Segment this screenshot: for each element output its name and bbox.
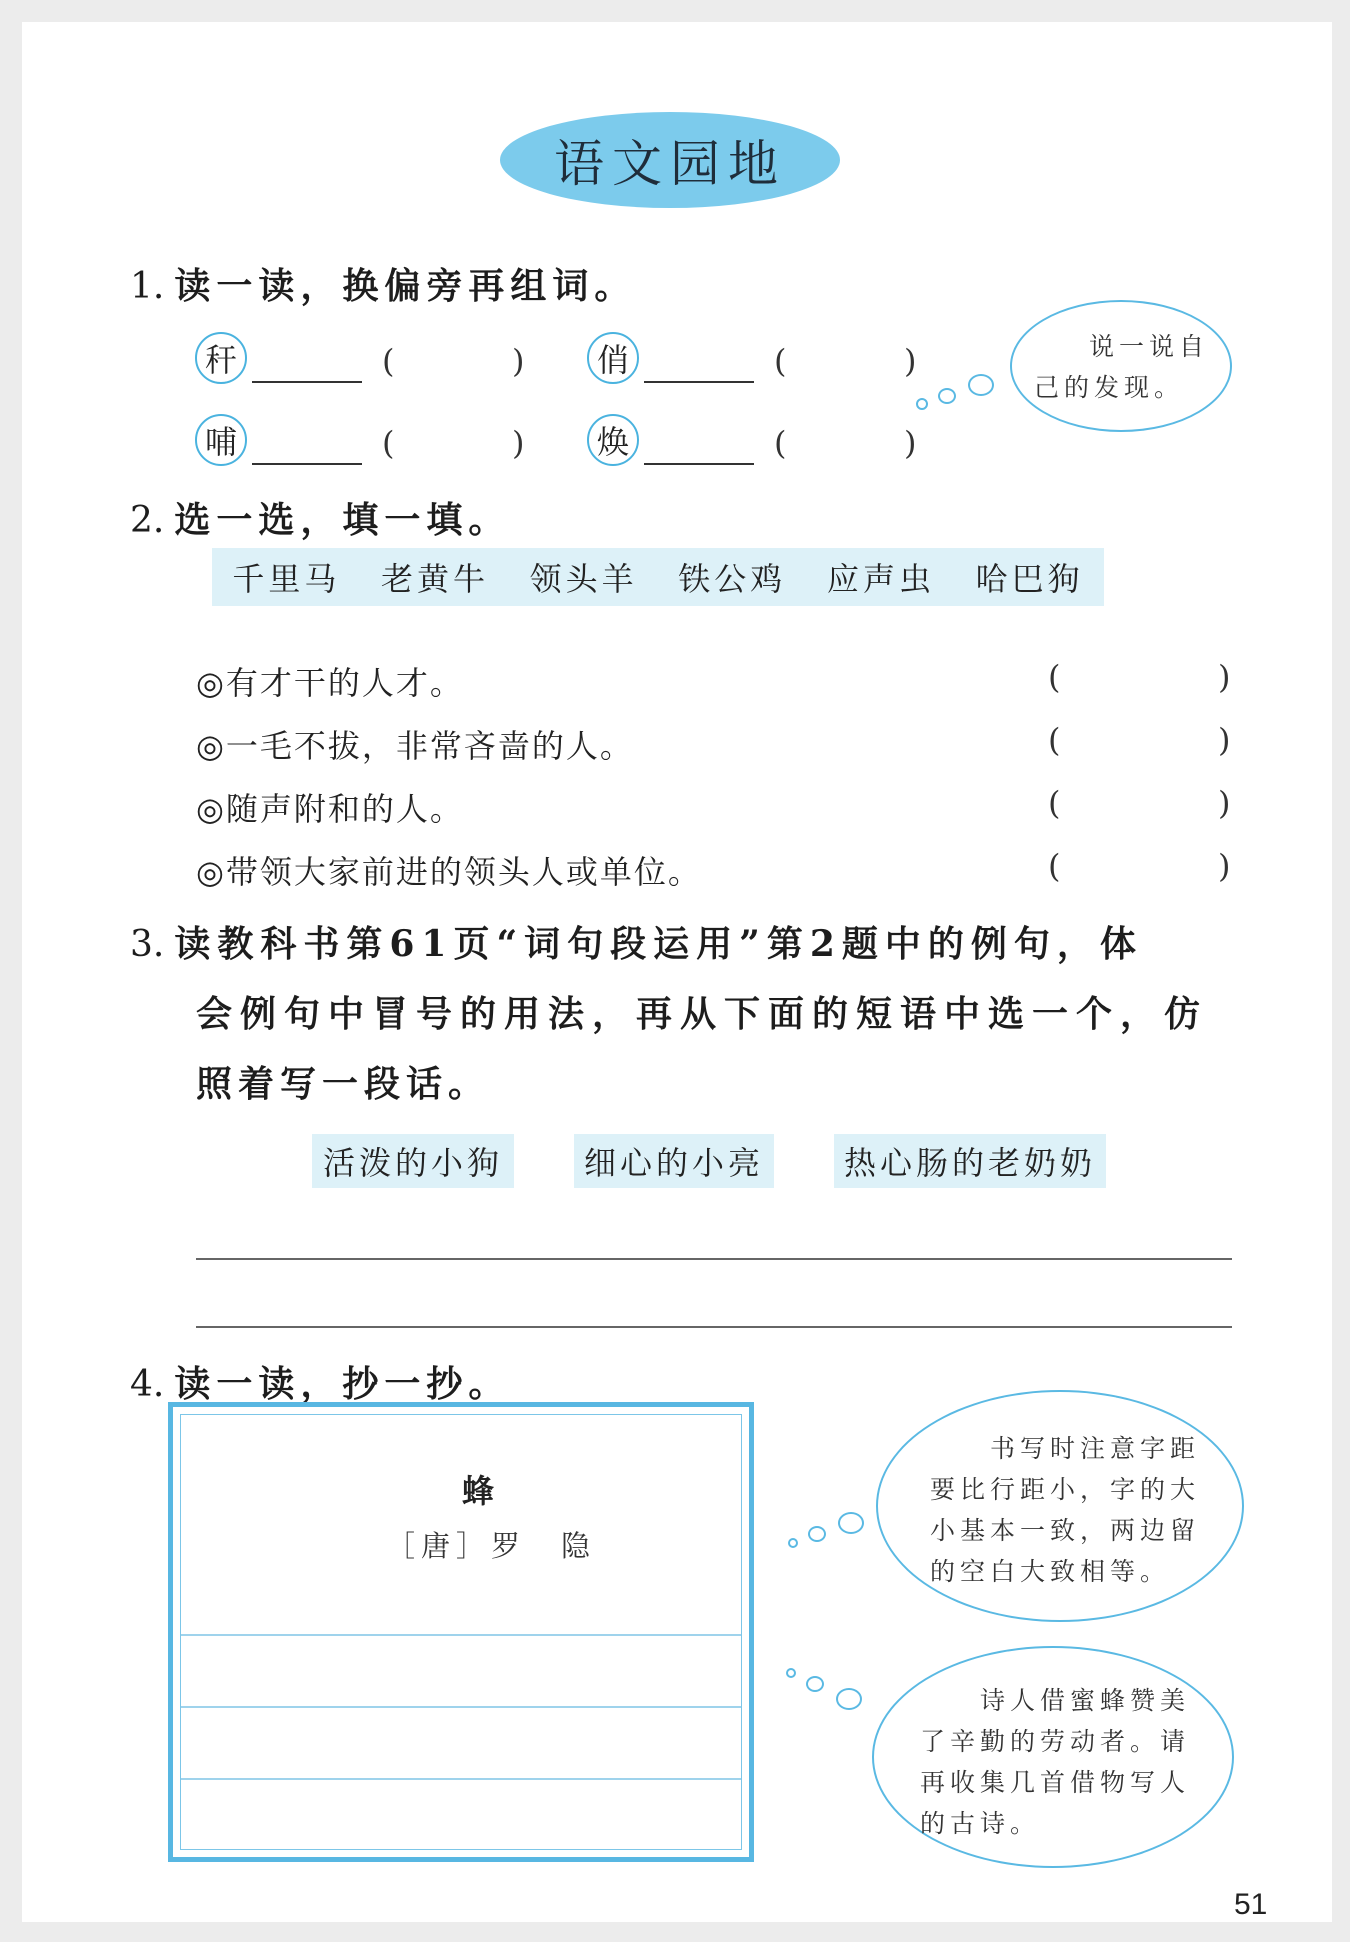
q4-bubble-1-line-1: 书写时注意字距 xyxy=(990,1434,1201,1463)
q1-paren-open-4: ( xyxy=(774,424,787,462)
q1-heading-text: 读一读，换偏旁再组词。 xyxy=(174,265,637,307)
q2-word: 千里马 xyxy=(232,560,341,598)
q1-blank-4[interactable] xyxy=(644,463,754,465)
q3-phrase-2: 细心的小亮 xyxy=(574,1134,774,1188)
q1-heading xyxy=(130,258,636,309)
q3-writing-line-2[interactable] xyxy=(196,1326,1232,1328)
q2-paren-close-2: ) xyxy=(1218,721,1231,759)
q1-bubble-text xyxy=(1034,326,1234,408)
q1-paren-close-3: ) xyxy=(512,424,525,462)
q1-paren-open-1: ( xyxy=(382,342,395,380)
q1-char-1-text: 秆 xyxy=(204,341,237,379)
q2-heading-text: 选一选，填一填。 xyxy=(174,499,511,541)
q2-paren-open-4: ( xyxy=(1048,847,1061,885)
q3-heading-line-1 xyxy=(130,916,1143,967)
q2-item-1: ◎有才干的人才。 xyxy=(196,664,464,702)
q4-bubble-1-line-4: 的空白大致相等。 xyxy=(930,1557,1171,1586)
q1-paren-open-3: ( xyxy=(382,424,395,462)
q2-item-2: ◎一毛不拔，非常吝啬的人。 xyxy=(196,727,634,765)
q2-paren-close-4: ) xyxy=(1218,847,1231,885)
copy-line-3[interactable] xyxy=(181,1778,741,1780)
q2-item-3: ◎随声附和的人。 xyxy=(196,790,464,828)
q1-number: 1. xyxy=(130,266,165,307)
q1-paren-close-4: ) xyxy=(904,424,917,462)
q1-paren-close-2: ) xyxy=(904,342,917,380)
page-number: 51 xyxy=(1234,1888,1268,1921)
q2-paren-open-2: ( xyxy=(1048,721,1061,759)
q1-char-3 xyxy=(195,414,247,466)
q1-char-4-text: 焕 xyxy=(596,423,629,461)
bubble-dot-icon xyxy=(938,388,956,404)
bubble-dot-icon xyxy=(786,1668,796,1678)
q2-paren-open-3: ( xyxy=(1048,784,1061,822)
poem-author: ［唐］罗 隐 xyxy=(386,1529,597,1563)
q1-char-3-text: 哺 xyxy=(204,423,237,461)
q1-bubble-line-2: 己的发现。 xyxy=(1034,373,1185,402)
q4-heading xyxy=(130,1356,510,1407)
q4-bubble-1-line-2: 要比行距小，字的大 xyxy=(930,1475,1201,1504)
q4-bubble-2-line-3: 再收集几首借物写人 xyxy=(920,1768,1191,1797)
page-title-text: 语文园地 xyxy=(554,135,786,193)
q1-blank-3[interactable] xyxy=(252,463,362,465)
q4-bubble-2-line-4: 的古诗。 xyxy=(920,1809,1041,1838)
q2-paren-close-1: ) xyxy=(1218,658,1231,696)
q4-number: 4. xyxy=(130,1364,165,1405)
copy-line-1[interactable] xyxy=(181,1634,741,1636)
q2-paren-close-3: ) xyxy=(1218,784,1231,822)
page-title xyxy=(500,112,840,208)
bubble-dot-icon xyxy=(806,1676,824,1692)
q3-number: 3. xyxy=(130,924,165,965)
poem-frame-inner xyxy=(180,1414,742,1850)
bubble-dot-icon xyxy=(836,1688,862,1710)
q4-bubble-1-line-3: 小基本一致，两边留 xyxy=(930,1516,1201,1545)
q2-word: 应声虫 xyxy=(826,560,935,598)
q2-word: 领头羊 xyxy=(529,560,638,598)
q3-heading-line-2: 会例句中冒号的用法，再从下面的短语中选一个，仿 xyxy=(196,993,1209,1035)
q4-bubble-2-line-2: 了辛勤的劳动者。请 xyxy=(920,1727,1191,1756)
q2-heading xyxy=(130,492,510,543)
q4-bubble-1-text xyxy=(930,1428,1230,1592)
poem-title: 蜂 xyxy=(462,1472,495,1510)
q1-char-2-text: 俏 xyxy=(596,341,629,379)
q3-phrase-3: 热心肠的老奶奶 xyxy=(834,1134,1106,1188)
q3-phrase-1: 活泼的小狗 xyxy=(312,1134,514,1188)
bubble-dot-icon xyxy=(916,398,928,410)
q1-paren-close-1: ) xyxy=(512,342,525,380)
q1-paren-open-2: ( xyxy=(774,342,787,380)
q2-word-bank xyxy=(212,548,1104,606)
q1-char-2 xyxy=(587,332,639,384)
q1-char-1 xyxy=(195,332,247,384)
q2-number: 2. xyxy=(130,500,165,541)
bubble-dot-icon xyxy=(808,1526,826,1542)
q2-word: 哈巴狗 xyxy=(975,560,1084,598)
q3-heading-line-3: 照着写一段话。 xyxy=(196,1063,491,1105)
q1-bubble-line-1: 说一说自 xyxy=(1089,332,1210,361)
q2-word: 铁公鸡 xyxy=(678,560,787,598)
bubble-dot-icon xyxy=(838,1512,864,1534)
q4-heading-text: 读一读，抄一抄。 xyxy=(174,1363,511,1405)
q1-blank-2[interactable] xyxy=(644,381,754,383)
copy-line-2[interactable] xyxy=(181,1706,741,1708)
q3-line-1-text: 读教科书第61页“词句段运用”第2题中的例句，体 xyxy=(174,923,1143,965)
q2-paren-open-1: ( xyxy=(1048,658,1061,696)
q3-writing-line-1[interactable] xyxy=(196,1258,1232,1260)
q2-item-4: ◎带领大家前进的领头人或单位。 xyxy=(196,853,702,891)
bubble-dot-icon xyxy=(968,374,994,396)
q2-word: 老黄牛 xyxy=(380,560,489,598)
bubble-dot-icon xyxy=(788,1538,798,1548)
q1-char-4 xyxy=(587,414,639,466)
q4-bubble-2-line-1: 诗人借蜜蜂赞美 xyxy=(980,1686,1191,1715)
q1-answer-1[interactable] xyxy=(400,381,500,383)
q1-blank-1[interactable] xyxy=(252,381,362,383)
q4-bubble-2-text xyxy=(920,1680,1220,1844)
